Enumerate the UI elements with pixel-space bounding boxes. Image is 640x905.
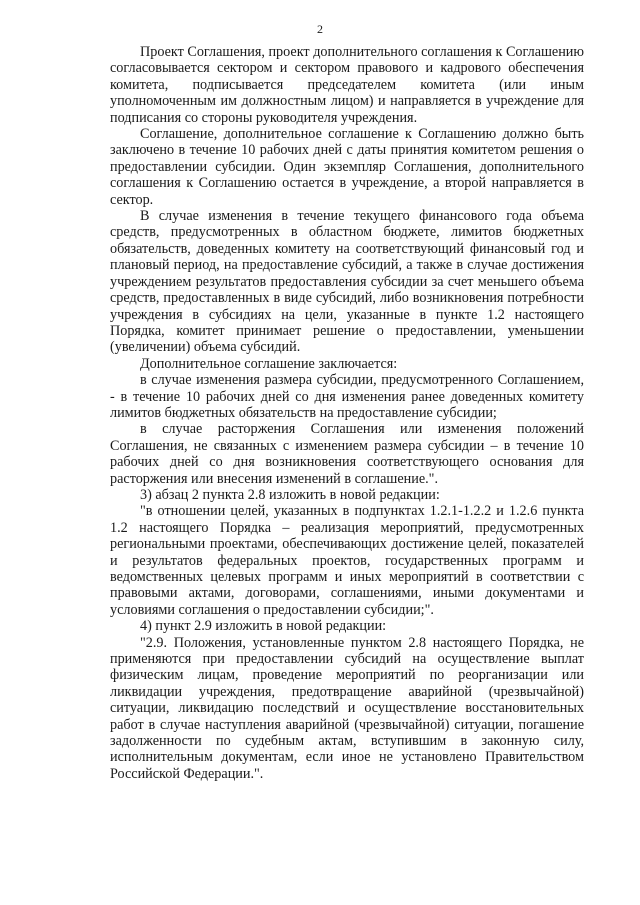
document-body [110,44,584,782]
paragraph-additional-agreement: Дополнительное соглашение заключается: [140,355,398,372]
paragraph-new-text-2-9: "2.9. Положения, установленные пунктом 2.8 настоящего Порядка, не применяются при предоставлении субсидий на осуществление выплат физическим лицам, проведение мероприятий по реорганизации или ликвидации учреждения, предотвращение аварийной (чрезвычайной) ситуации, ликвидацию последствий и осуществление восстановительных работ в случае наступления аварийной (чрезвычайной) ситуации, погашение задолженности по судебным актам, вступившим в законную силу, исполнительным документам, если иное не установлено Правительством Российской Федерации.". [110,634,584,782]
page-number: 2 [317,22,323,36]
paragraph-agreement-approval: Проект Соглашения, проект дополнительного соглашения к Соглашению согласовывается сектором и сектором правового и кадрового обеспечения комитета, подписывается председателем комитета (или иным уполномоченным им должностным лицом) и направляется в учреждение для подписания со стороны руководителя учреждения. [110,44,584,126]
paragraph-amendment-4: 4) пункт 2.9 изложить в новой редакции: [140,618,387,635]
paragraph-amendment-3: 3) абзац 2 пункта 2.8 изложить в новой редакции: [140,486,440,503]
paragraph-size-change-case: в случае изменения размера субсидии, предусмотренного Соглашением, - в течение 10 рабочих дней со дня изменения ранее доведенных комитету лимитов бюджетных обязательств на предоставление субсидии; [110,372,584,421]
paragraph-subsidy-change: В случае изменения в течение текущего финансового года объема средств, предусмотренных в областном бюджете, лимитов бюджетных обязательств, доведенных комитету на соответствующий финансовый год и плановый период, на предоставление субсидий, а также в случае достижения учреждением результатов предоставления субсидии за счет меньшего объема средств, предоставленных в виде субсидий, либо возникновения потребности учреждения в субсидиях на цели, указанные в пункте 1.2 настоящего Порядка, комитет принимает решение о предоставлении, уменьшении (увеличении) объема субсидий. [110,208,584,356]
paragraph-termination-case: в случае расторжения Соглашения или изменения положений Соглашения, не связанных с изменением размера субсидии – в течение 10 рабочих дней со дня возникновения соответствующего основания для расторжения или внесения изменений в соглашение.". [110,421,584,487]
paragraph-new-text-2-8: "в отношении целей, указанных в подпунктах 1.2.1-1.2.2 и 1.2.6 пункта 1.2 настоящего Порядка – реализация мероприятий, предусмотренных региональными проектами, обеспечивающих достижение целей, показателей и результатов федеральных проектов, государственных программ и ведомственных целевых программ и иных мероприятий в соответствии с правовыми актами, договорами, соглашениями, иными документами и условиями соглашения о предоставлении субсидии;". [110,503,584,618]
paragraph-agreement-term: Соглашение, дополнительное соглашение к Соглашению должно быть заключено в течение 10 рабочих дней с даты принятия комитетом решения о предоставлении субсидии. Один экземпляр Соглашения, дополнительного соглашения к Соглашению остается в учреждение, а второй направляется в сектор. [110,126,584,208]
